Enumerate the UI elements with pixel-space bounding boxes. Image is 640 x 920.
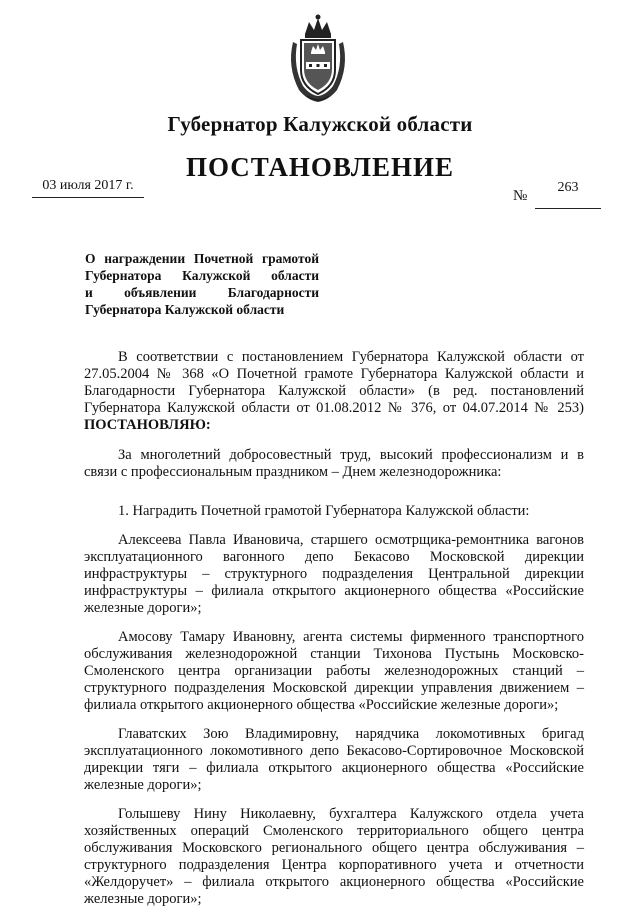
awardee-paragraph: Амосову Тамару Ивановну, агента системы фирменного транспортного обслуживания железнодорожной станции Тихонова Пустынь Московско-Смоленского центра организации работы железнодорожных станций – структурного подразделения Московской дирекции управления движением – филиала открытого акционерного общества «Российские железные дороги»;	[84, 629, 584, 713]
subject-line: О награждении Почетной грамотой	[85, 251, 319, 266]
coat-of-arms-icon	[285, 12, 351, 104]
document-type: ПОСТАНОВЛЕНИЕ	[185, 152, 455, 182]
item-1-heading: 1. Наградить Почетной грамотой Губернатора Калужской области:	[118, 503, 530, 519]
number-sign: №	[513, 188, 528, 204]
subject-line: и объявлении Благодарности	[85, 285, 319, 300]
document-subject	[85, 250, 319, 318]
preamble-text: В соответствии с постановлением Губернатора Калужской области от 27.05.2004 № 368 «О Почетной грамоте Губернатора Калужской области и Благодарности Губернатора Калужской области» (в ред. постановлений Губернатора Калужской области от 01.08.2012 № 376, от 04.07.2014 № 253)	[84, 349, 584, 416]
document-number: 263	[535, 180, 601, 209]
document-date: 03 июля 2017 г.	[32, 178, 144, 198]
issuer-title: Губернатор Калужской области	[167, 112, 473, 136]
document-body	[84, 349, 584, 920]
awardee-paragraph: Алексеева Павла Ивановича, старшего осмотрщика-ремонтника вагонов эксплуатационного вагонного депо Бекасово Московской дирекции инфраструктуры – структурного подразделения Центральной дирекции инфраструктуры – филиала открытого акционерного общества «Российские железные дороги»;	[84, 532, 584, 616]
decree-word: ПОСТАНОВЛЯЮ:	[84, 417, 211, 433]
reason-paragraph: За многолетний добросовестный труд, высокий профессионализм и в связи с профессиональным праздником – Днем железнодорожника:	[84, 447, 584, 480]
subject-line: Губернатора Калужской области	[85, 302, 285, 317]
awardee-paragraph: Главатских Зою Владимировну, нарядчика локомотивных бригад эксплуатационного локомотивного депо Бекасово-Сортировочное Московской дирекции тяги – филиала открытого акционерного общества «Российские железные дороги»;	[84, 726, 584, 793]
awardee-paragraph: Голышеву Нину Николаевну, бухгалтера Калужского отдела учета хозяйственных операций Смоленского территориального общего центра обслуживания Московского регионального общего центра обслуживания – структурного подразделения Центра корпоративного учета и отчетности «Желдоручет» – филиала открытого акционерного общества «Российские железные дороги»;	[84, 806, 584, 907]
subject-line: Губернатора Калужской области	[85, 268, 319, 283]
preamble-paragraph	[84, 349, 584, 434]
